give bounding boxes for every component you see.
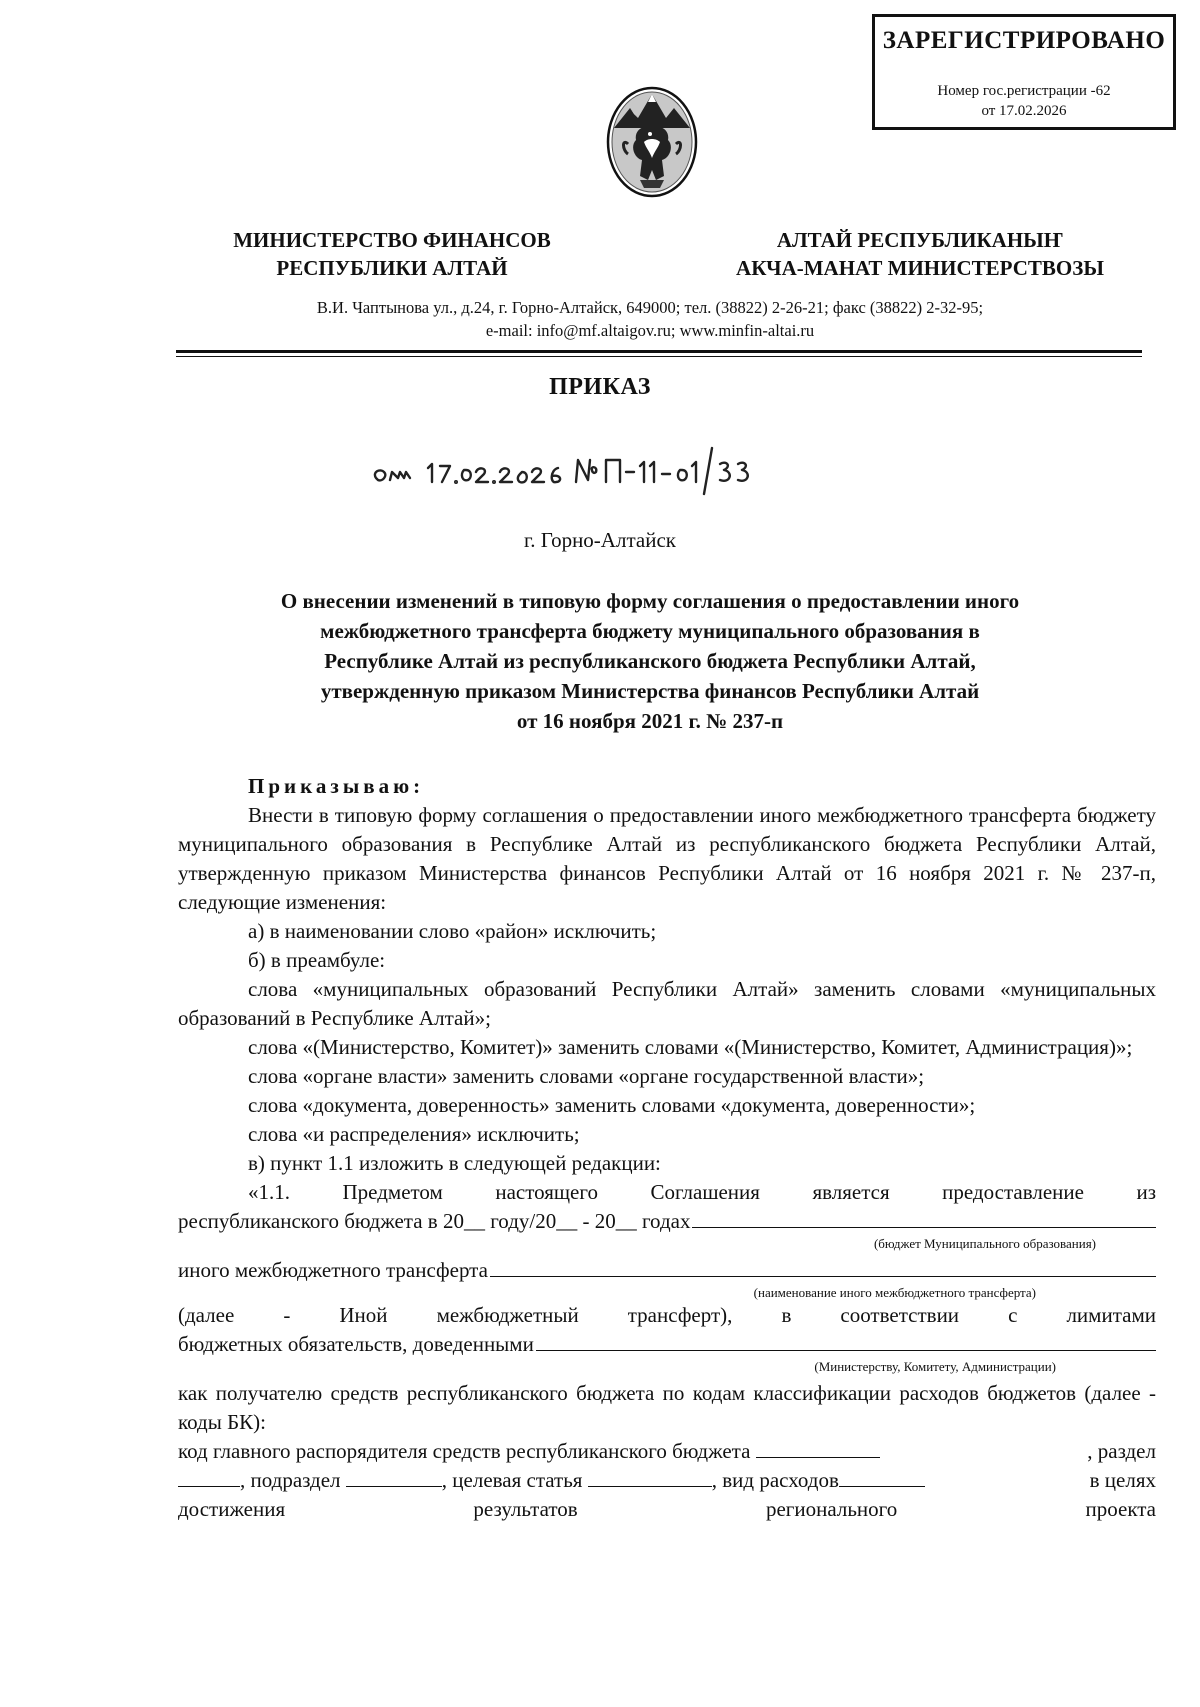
blank-gr-code <box>756 1439 880 1458</box>
contacts-line: e-mail: info@mf.altaigov.ru; www.minfin-altai.ru <box>485 321 815 340</box>
clause-1-1-line8 <box>178 1466 1156 1495</box>
word: достижения <box>178 1497 286 1521</box>
order-body <box>178 772 1156 1524</box>
word: трансферт), <box>627 1303 733 1327</box>
subject-line: от 16 ноября 2021 г. № 237-п <box>516 709 784 733</box>
clause-1-1-line5 <box>178 1330 1156 1359</box>
ministry-name-line2: РЕСПУБЛИКИ АЛТАЙ <box>276 256 508 280</box>
item-b-clause-4: слова «документа, доверенность» заменить словами «документа, доверенности»; <box>248 1093 976 1117</box>
word: (далее <box>178 1303 235 1327</box>
subject-line: Республике Алтай из республиканского бюджета Республики Алтай, <box>324 649 976 673</box>
subject-line: утвержденную приказом Министерства финансов Республики Алтай <box>320 679 980 703</box>
ministry-name-line1: МИНИСТЕРСТВО ФИНАНСОВ <box>233 228 551 252</box>
item-b-clause-1: слова «муниципальных образований Республики Алтай» заменить словами «муниципальных образований в Республике Алтай»; <box>178 977 1156 1030</box>
clause-1-1-line3 <box>178 1256 1156 1285</box>
section-label: , раздел <box>1087 1439 1156 1463</box>
word: с <box>1008 1303 1018 1327</box>
stamp-reg-number: Номер гос.регистрации -62 <box>937 83 1111 99</box>
address-line: В.И. Чаптынова ул., д.24, г. Горно-Алтайск, 649000; тел. (38822) 2-26-21; факс (38822) 2-32-95; <box>316 298 984 317</box>
item-v: в) пункт 1.1 изложить в следующей редакции: <box>248 1151 661 1175</box>
caption-transfer-name: (наименование иного межбюджетного трансферта) <box>753 1285 1036 1300</box>
word: - <box>283 1303 291 1327</box>
subject-line: межбюджетного трансферта бюджету муниципального образования в <box>320 619 980 643</box>
item-b-clause-3: слова «органе власти» заменить словами «органе государственной власти»; <box>248 1064 925 1088</box>
target-item-label: , целевая статья <box>441 1468 583 1492</box>
purpose-label: в целях <box>1089 1468 1156 1492</box>
word: лимитами <box>1066 1303 1156 1327</box>
order-subject <box>150 586 1150 736</box>
header-rule-thick <box>176 350 1142 353</box>
gr-code-label: код главного распорядителя средств республиканского бюджета <box>178 1439 751 1463</box>
subsection-label: , подраздел <box>240 1468 341 1492</box>
ministry-altai-line2: АКЧА-МАНАТ МИНИСТЕРСТВОЗЫ <box>736 256 1104 280</box>
caption-recipient: (Министерству, Комитету, Администрации) <box>814 1359 1056 1374</box>
word: Иной <box>339 1303 388 1327</box>
word: межбюджетный <box>436 1303 579 1327</box>
clause-1-1-line3-text: иного межбюджетного трансферта <box>178 1258 488 1282</box>
word: соответствии <box>840 1303 960 1327</box>
item-a: а) в наименовании слово «район» исключить; <box>248 919 657 943</box>
stamp-reg-date: от 17.02.2026 <box>981 103 1067 119</box>
clause-1-1-line4 <box>178 1301 1156 1330</box>
clause-1-1-line5-text: бюджетных обязательств, доведенными <box>178 1332 534 1356</box>
word: проекта <box>1085 1497 1156 1521</box>
intro-paragraph: Внести в типовую форму соглашения о предоставлении иного межбюджетного трансферта бюджету муниципального образования в Республике Алтай из республиканского бюджета Республики Алтай, утвержденную приказом Министерства финансов Республики Алтай от 16 ноября 2021 г. № 237-п, следующие изменения: <box>178 803 1156 914</box>
document-title: ПРИКАЗ <box>549 374 651 400</box>
word: в <box>781 1303 792 1327</box>
clause-1-1-line9 <box>178 1495 1156 1524</box>
city-of-issue: г. Горно-Алтайск <box>524 528 676 552</box>
expense-type-label: , вид расходов <box>711 1468 839 1492</box>
blank-subsection <box>346 1468 442 1487</box>
word: регионального <box>765 1497 898 1521</box>
blank-recipient <box>536 1332 1156 1351</box>
clause-1-1-line1: «1.1. Предметом настоящего Соглашения является предоставление из <box>248 1180 1156 1204</box>
subject-line: О внесении изменений в типовую форму соглашения о предоставлении иного <box>280 589 1020 613</box>
item-b-clause-2: слова «(Министерство, Комитет)» заменить словами «(Министерство, Комитет, Администрация)»; <box>248 1035 1133 1059</box>
caption-municipal-budget: (бюджет Муниципального образования) <box>873 1236 1096 1251</box>
handwritten-date-number <box>370 444 810 498</box>
clause-1-1-line2-text: республиканского бюджета в 20__ году/20__ - 20__ годах <box>178 1209 691 1233</box>
item-b: б) в преамбуле: <box>248 948 386 972</box>
word: результатов <box>473 1497 578 1521</box>
line8-group <box>178 1466 925 1495</box>
clause-1-1-line7 <box>178 1437 1156 1466</box>
blank-section <box>178 1468 240 1487</box>
prikazyvayu-heading: Приказываю: <box>248 774 425 798</box>
blank-transfer-name <box>490 1258 1156 1277</box>
stamp-title: ЗАРЕГИСТРИРОВАНО <box>882 27 1166 54</box>
header-rule-thin <box>176 356 1142 357</box>
clause-1-1-line6: как получателю средств республиканского бюджета по кодам классификации расходов бюджетов (далее - коды БК): <box>178 1381 1156 1434</box>
blank-municipal-budget <box>692 1209 1156 1228</box>
ministry-altai-line1: АЛТАЙ РЕСПУБЛИКАНЫҤ <box>776 228 1064 252</box>
coat-of-arms-emblem <box>604 84 700 200</box>
registration-stamp <box>872 14 1176 130</box>
blank-expense-type <box>839 1468 925 1487</box>
ministry-address <box>150 296 1150 342</box>
blank-target-item <box>588 1468 712 1487</box>
clause-1-1-line2 <box>178 1207 1156 1236</box>
ministry-name-russian <box>182 226 602 282</box>
item-b-clause-5: слова «и распределения» исключить; <box>248 1122 580 1146</box>
clause-1-1-line7-text <box>178 1437 880 1466</box>
ministry-name-altai <box>700 226 1140 282</box>
